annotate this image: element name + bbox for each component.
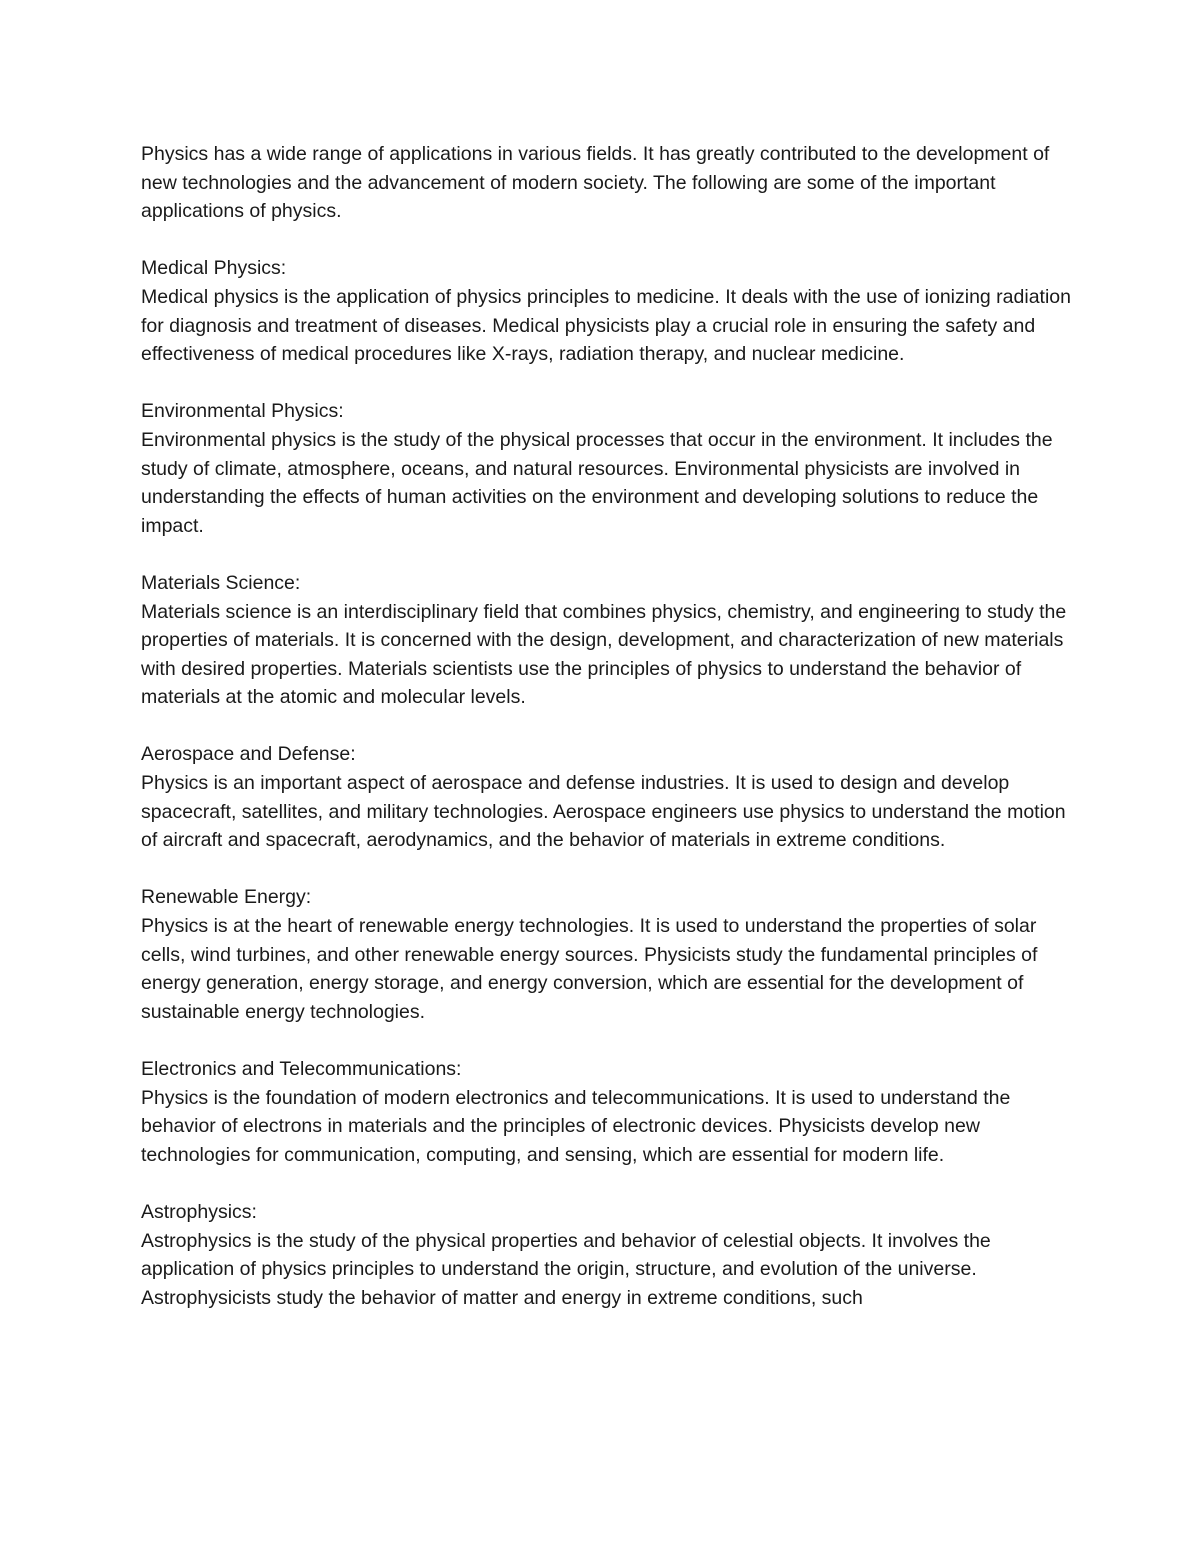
section-aerospace-defense	[141, 740, 1071, 854]
document-body	[141, 140, 1071, 1312]
section-medical-physics	[141, 254, 1071, 368]
section-heading: Medical Physics:	[141, 257, 287, 280]
section-body: Astrophysics is the study of the physical properties and behavior of celestial objects. It involves the application of physics principles to understand the origin, structure, and evolution of the universe. Astrophysicists study the behavior of matter and energy in extreme conditions, such	[141, 1229, 991, 1309]
section-heading: Environmental Physics:	[141, 400, 344, 423]
section-heading: Astrophysics:	[141, 1200, 257, 1223]
section-materials-science	[141, 569, 1071, 712]
section-heading: Materials Science:	[141, 571, 301, 594]
section-heading: Electronics and Telecommunications:	[141, 1058, 462, 1080]
section-body: Environmental physics is the study of the physical processes that occur in the environment. It includes the study of climate, atmosphere, oceans, and natural resources. Environmental physicists are involved in understanding the effects of human activities on the environment and developing solutions to reduce the impact.	[141, 428, 1053, 537]
section-electronics-telecommunications	[141, 1055, 1071, 1169]
section-environmental-physics	[141, 397, 1071, 540]
section-body: Physics is the foundation of modern electronics and telecommunications. It is used to understand the behavior of electrons in materials and the principles of electronic devices. Physicists develop new technologies for communication, computing, and sensing, which are essential for modern life.	[141, 1086, 1011, 1166]
section-astrophysics	[141, 1198, 1071, 1312]
section-body: Medical physics is the application of physics principles to medicine. It deals with the use of ionizing radiation for diagnosis and treatment of diseases. Medical physicists play a crucial role in ensuring the safety and effectiveness of medical procedures like X-rays, radiation therapy, and nuclear medicine.	[141, 285, 1071, 366]
section-body: Physics is at the heart of renewable energy technologies. It is used to understand the properties of solar cells, wind turbines, and other renewable energy sources. Physicists study the fundamental principles of energy generation, energy storage, and energy conversion, which are essential for the development of sustainable energy technologies.	[141, 915, 1038, 1023]
section-heading: Renewable Energy:	[141, 886, 312, 909]
section-heading: Aerospace and Defense:	[141, 743, 356, 766]
section-body: Materials science is an interdisciplinary field that combines physics, chemistry, and engineering to study the properties of materials. It is concerned with the design, development, and characterization of new materials with desired properties. Materials scientists use the principles of physics to understand the behavior of materials at the atomic and molecular levels.	[141, 600, 1067, 709]
intro-paragraph: Physics has a wide range of applications in various fields. It has greatly contributed to the development of new technologies and the advancement of modern society. The following are some of the important applications of physics.	[141, 143, 1050, 223]
section-renewable-energy	[141, 883, 1071, 1026]
section-body: Physics is an important aspect of aerospace and defense industries. It is used to design and develop spacecraft, satellites, and military technologies. Aerospace engineers use physics to understand the motion of aircraft and spacecraft, aerodynamics, and the behavior of materials in extreme conditions.	[141, 772, 1066, 852]
